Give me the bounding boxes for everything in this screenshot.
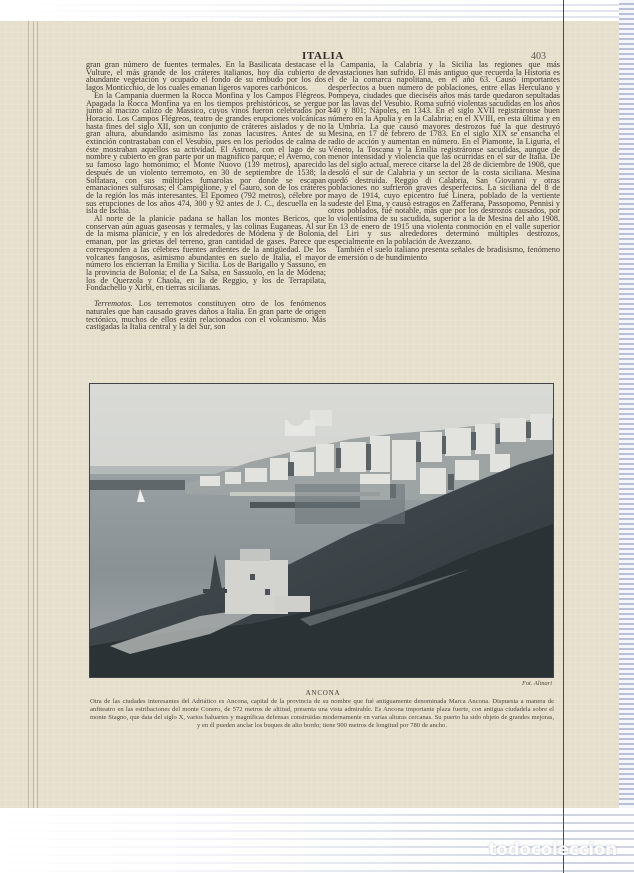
- section-heading: Terremotos.: [94, 299, 133, 309]
- section-text: Los terremotos constituyen otro de los fenómenos naturales que han causado graves daños a Italia. En gran parte de origen tectónico, muchos de ellos están relacionados con el volcanismo. Más castigadas la Italia central y la del Sur, son: [86, 299, 326, 332]
- ancona-photograph: [89, 383, 554, 678]
- photo-caption: Otra de las ciudades interesantes del Adriático es Ancona, capital de la provincia de su nombre que fué antiguamente denominada Marca Ancona. Dispuesta a manera de anfiteatro en las estribaciones del monte Conero, de 572 metros de altitud, presenta una vista admirable. Es Ancona importante plaza fuerte, con antigua ciudadela sobre el monte Stagno, que data del siglo X, varios baluartes y magníficas defensas construidas modernamente en varias alturas cercanas. Su puerto ha sido objeto de grandes mejoras, y en él pueden anclar los buques de alto bordo; tiene 900 metros de longitud por 780 de ancho.: [90, 698, 554, 730]
- section-paragraph: [86, 300, 326, 331]
- paragraph: la Campania, la Calabria y la Sicilia las regiones que más devastaciones han sufrido. El más antiguo que recuerda la Historia es el de la comarca napolitana, en el año 63. Causó importantes desperfectos a buen número de poblaciones, entre ellas Herculano y Pompeya, ciudades que dieciséis años más tarde quedaron sepultadas por las lavas del Vesubio. Roma sufrió violentas sacudidas en los años 440 y 801; Nápoles, en 1343. En el siglo XVII registráronse buen número en la Apulia y en la Calabria; en el XVIII, en esta última y en la Umbría. La que causó mayores destrozos fué la que destruyó Mesina, en 17 de febrero de 1783. En el siglo XIX se ensancha el radio de acción y aumentan en número. En el Piamonte, la Liguria, el Véneto, la Toscana y la Emilia registráronse sacudidas, aunque de menor intensidad y violencia que las ocurridas en el sur de Italia. De las del siglo actual, merece citarse la del 28 de diciembre de 1908, que desoló el sur de Calabria y un sector de la costa siciliana. Mesina quedó destruida. Reggio di Calabria, San Giovanni y otras poblaciones no sufrieron graves desperfectos. La siciliana del 8 de mayo de 1914, cuyo epicentro fué Linera, poblado de la vertiente sudeste del Etna, y causó estragos en Zafferana, Passopomo, Pennisi y otros poblados, fué notable, más que por los destrozos causados, por lo violentísima de su sacudida, superior a la de Mesina del año 1908. En 13 de enero de 1915 una violenta conmoción en el valle superior del Liri y sus alrededores determinó múltiples destrozos, especialmente en la población de Avezzano.: [328, 61, 560, 247]
- photo-illustration: [90, 384, 553, 677]
- page-number: 403: [531, 51, 546, 62]
- paragraph: En la Campania duermen la Rocca Monfina y los Campos Flégreos. Apagada la Rocca Monfina ya en los tiempos prehistóricos, se yergue junto al macizo calizo de Massico, cuyos vinos fueron celebrados por Horacio. Los Campos Flégreos, teatro de grandes erupciones volcánicas hasta fines del siglo XII, son un conjunto de cráteres aislados y de no gran altura, abundando asimismo las zonas lacustres. Antes de su extinción contrastaban con el Vesubio, pues en los períodos de calma de éste mostraban aquéllos su actividad. El Astroni, con el lago de su nombre y cubierto en gran parte por un magnífico parque; el Averno, con su famoso lago homónimo; el Monte Nuovo (139 metros), aparecido después de un violento terremoto, en 30 de septiembre de 1538; la Solfatara, con sus múltiples fumarolas por donde se escapan emanaciones sulfurosas; el Campiglione, y el Gauro, son de los cráteres de la región los más interesantes. El Epomeo (792 metros), célebre por sus erupciones de los años 474, 300 y 92 antes de J. C., descuella en la isla de Ischia.: [86, 90, 326, 216]
- page-title: ITALIA: [302, 50, 344, 62]
- paragraph: gran gran número de fuentes termales. En la Basilicata destacase el Vulture, el más grande de los cráteres italianos, hoy día cubierto de abundante vegetación y ocupado el fondo de su embudo por los dos lagos Monticchio, de los cuales emanan ligeros vapores carbónicos.: [86, 61, 326, 93]
- scan-edge-line: [28, 21, 29, 808]
- photo-credit: Fot. Alinari: [521, 680, 552, 687]
- scan-edge-line: [33, 21, 34, 808]
- photo-title: ANCONA: [305, 689, 341, 697]
- paragraph: Al norte de la planicie padana se hallan los montes Bericos, que conservan aún aguas gaseosas y termales, y las colinas Euganeas. Al sur de la misma planicie, y en los alrededores de Módena y de Bolonia, emanan, por las grietas del terreno, gran cantidad de gases. Parece que corresponden a las célebres fuentes ardientes de la antigüedad. De los volcanes fangosos, asimismo abundantes en suelo de Italia, el mayor número los encierran la Emilia y Sicilia. Los de Barigallo y Sassuno, en la provincia de Bolonia; el de La Salsa, en Sassuolo, en la de Módena; los de Querzola y Chaola, en la de Reggio, y los de Terrapilata, Fondachello y Xirbi, en tierras sicilianas.: [86, 214, 326, 293]
- watermark: todocoleccion: [488, 840, 617, 860]
- scan-edge-line: [37, 21, 38, 808]
- scan-fold-line: [563, 0, 564, 873]
- scan-background-top: [0, 0, 634, 22]
- text-column-right: [328, 61, 560, 375]
- scan-background-right: [619, 0, 634, 873]
- paragraph: También el suelo italiano presenta señales de bradisismo, fenómeno de emersión o de hundimiento: [328, 244, 560, 262]
- text-column-left: [86, 61, 326, 375]
